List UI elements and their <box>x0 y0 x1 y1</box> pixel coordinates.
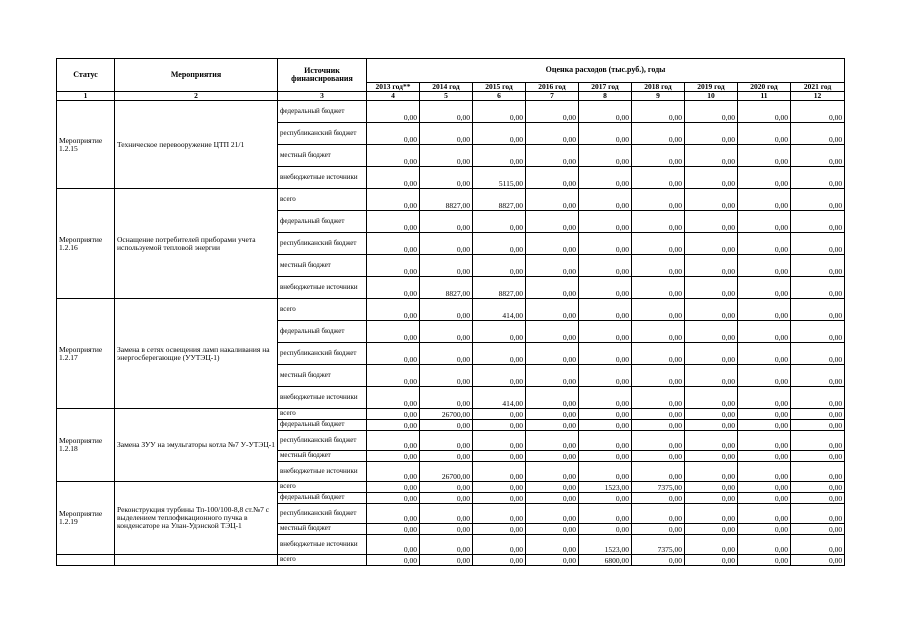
expense-value: 0,00 <box>367 101 420 123</box>
expense-value: 0,00 <box>738 123 791 145</box>
event-description: Реконструкция турбины Тп-100/100-8,8 ст.№7 с выделением теплофикационного пучка в конденсаторе на Улан-Удэнской ТЭЦ-1 <box>115 482 278 555</box>
expense-value: 0,00 <box>685 343 738 365</box>
expense-value: 8827,00 <box>420 277 473 299</box>
expense-value: 0,00 <box>738 504 791 524</box>
expense-value: 0,00 <box>420 343 473 365</box>
expense-value: 0,00 <box>473 504 526 524</box>
column-number: 2 <box>115 92 278 101</box>
event-status: Мероприятие 1.2.17 <box>57 299 115 409</box>
expense-value: 0,00 <box>685 365 738 387</box>
expense-value: 0,00 <box>526 277 579 299</box>
expense-value: 1523,00 <box>579 535 632 555</box>
expense-value: 0,00 <box>632 431 685 451</box>
event-description: Оснащение потребителей приборами учета используемой тепловой энергии <box>115 189 278 299</box>
expense-value: 0,00 <box>738 211 791 233</box>
expense-value: 0,00 <box>526 462 579 482</box>
event-status: Мероприятие 1.2.19 <box>57 482 115 555</box>
expense-value: 7375,00 <box>632 535 685 555</box>
expense-value: 0,00 <box>738 101 791 123</box>
expense-value: 0,00 <box>791 365 845 387</box>
expense-value: 0,00 <box>685 504 738 524</box>
expense-value: 0,00 <box>367 145 420 167</box>
expense-value: 0,00 <box>685 535 738 555</box>
expense-value: 0,00 <box>579 365 632 387</box>
column-number-row <box>57 92 845 101</box>
expense-value: 0,00 <box>420 255 473 277</box>
expense-value: 0,00 <box>579 451 632 462</box>
expense-value: 0,00 <box>579 431 632 451</box>
expense-value: 0,00 <box>632 123 685 145</box>
expense-value: 0,00 <box>632 409 685 420</box>
expense-value: 0,00 <box>632 167 685 189</box>
expense-value: 0,00 <box>367 365 420 387</box>
expense-value: 0,00 <box>420 365 473 387</box>
expense-value: 0,00 <box>632 387 685 409</box>
expense-value: 0,00 <box>420 321 473 343</box>
expense-table-body <box>57 101 845 566</box>
funding-source: местный бюджет <box>278 524 367 535</box>
expense-value: 0,00 <box>367 343 420 365</box>
expense-value: 0,00 <box>632 233 685 255</box>
expense-value: 0,00 <box>367 431 420 451</box>
expense-value: 0,00 <box>526 524 579 535</box>
expense-value: 0,00 <box>632 189 685 211</box>
expense-value: 0,00 <box>526 493 579 504</box>
expense-value: 0,00 <box>791 524 845 535</box>
year-header: 2021 год <box>791 83 845 92</box>
expense-value: 0,00 <box>685 524 738 535</box>
expense-value: 0,00 <box>579 524 632 535</box>
expense-value: 0,00 <box>420 233 473 255</box>
event-description: Замена ЗУУ на эмульгаторы котла №7 У-УТЭЦ-1 <box>115 409 278 482</box>
expense-value: 0,00 <box>632 420 685 431</box>
expense-value: 0,00 <box>579 387 632 409</box>
expense-value: 0,00 <box>579 321 632 343</box>
column-number: 4 <box>367 92 420 101</box>
expense-value: 0,00 <box>473 451 526 462</box>
event-status: Мероприятие 1.2.18 <box>57 409 115 482</box>
expense-value: 0,00 <box>526 167 579 189</box>
column-number: 12 <box>791 92 845 101</box>
column-number: 11 <box>738 92 791 101</box>
expense-value: 0,00 <box>579 493 632 504</box>
expense-value: 6800,00 <box>579 555 632 566</box>
year-header: 2020 год <box>738 83 791 92</box>
expense-value: 0,00 <box>420 123 473 145</box>
expense-value: 0,00 <box>791 420 845 431</box>
expense-value: 0,00 <box>579 277 632 299</box>
expense-value: 0,00 <box>473 211 526 233</box>
funding-source: всего <box>278 555 367 566</box>
expense-value: 0,00 <box>579 504 632 524</box>
funding-source: республиканский бюджет <box>278 123 367 145</box>
expense-value: 0,00 <box>632 255 685 277</box>
expense-value: 0,00 <box>420 167 473 189</box>
expense-value: 0,00 <box>685 167 738 189</box>
expense-value: 0,00 <box>473 123 526 145</box>
funding-source: федеральный бюджет <box>278 420 367 431</box>
funding-source: республиканский бюджет <box>278 343 367 365</box>
funding-source: местный бюджет <box>278 451 367 462</box>
expense-value: 0,00 <box>791 101 845 123</box>
expense-value: 0,00 <box>367 277 420 299</box>
expense-value: 0,00 <box>632 277 685 299</box>
funding-source: внебюджетные источники <box>278 462 367 482</box>
expense-value: 0,00 <box>526 189 579 211</box>
expense-value: 0,00 <box>473 321 526 343</box>
expense-value: 0,00 <box>738 524 791 535</box>
expense-value: 0,00 <box>420 101 473 123</box>
expense-value: 0,00 <box>526 451 579 462</box>
expense-value: 0,00 <box>473 462 526 482</box>
expense-value: 0,00 <box>367 321 420 343</box>
expense-value: 0,00 <box>420 420 473 431</box>
year-header: 2017 год <box>579 83 632 92</box>
expense-value: 0,00 <box>579 101 632 123</box>
expense-value: 0,00 <box>526 321 579 343</box>
expense-value: 0,00 <box>632 211 685 233</box>
expense-value: 0,00 <box>632 299 685 321</box>
expense-value: 0,00 <box>685 211 738 233</box>
expense-value: 0,00 <box>367 409 420 420</box>
expense-value: 0,00 <box>738 431 791 451</box>
column-number: 5 <box>420 92 473 101</box>
expense-value: 0,00 <box>791 167 845 189</box>
expense-value: 26700,00 <box>420 462 473 482</box>
expense-value: 0,00 <box>791 343 845 365</box>
expense-value: 0,00 <box>579 343 632 365</box>
expense-value: 0,00 <box>632 555 685 566</box>
column-number: 7 <box>526 92 579 101</box>
funding-source: республиканский бюджет <box>278 233 367 255</box>
expense-value: 0,00 <box>738 535 791 555</box>
funding-source: республиканский бюджет <box>278 431 367 451</box>
expense-value: 0,00 <box>367 482 420 493</box>
year-header: 2013 год** <box>367 83 420 92</box>
expense-value: 0,00 <box>420 482 473 493</box>
expense-value: 0,00 <box>420 493 473 504</box>
expense-value: 0,00 <box>367 524 420 535</box>
funding-source: местный бюджет <box>278 145 367 167</box>
expense-value: 0,00 <box>791 321 845 343</box>
expense-value: 0,00 <box>526 233 579 255</box>
header-event: Мероприятия <box>115 59 278 92</box>
expense-value: 0,00 <box>473 365 526 387</box>
expense-value: 8827,00 <box>473 277 526 299</box>
expense-value: 0,00 <box>738 409 791 420</box>
expense-value: 414,00 <box>473 299 526 321</box>
expense-value: 0,00 <box>420 145 473 167</box>
expense-value: 0,00 <box>579 189 632 211</box>
expense-table-sheet <box>56 58 844 566</box>
expense-value: 1523,00 <box>579 482 632 493</box>
expense-value: 0,00 <box>685 277 738 299</box>
year-header: 2016 год <box>526 83 579 92</box>
expense-value: 0,00 <box>685 123 738 145</box>
expense-value: 0,00 <box>791 504 845 524</box>
funding-source: федеральный бюджет <box>278 321 367 343</box>
expense-value: 0,00 <box>420 299 473 321</box>
expense-value: 0,00 <box>526 420 579 431</box>
expense-value: 0,00 <box>738 420 791 431</box>
header-status: Статус <box>57 59 115 92</box>
expense-value: 0,00 <box>791 233 845 255</box>
expense-value: 0,00 <box>791 493 845 504</box>
funding-source: местный бюджет <box>278 255 367 277</box>
expense-value: 0,00 <box>791 277 845 299</box>
expense-value: 0,00 <box>579 123 632 145</box>
expense-value: 7375,00 <box>632 482 685 493</box>
expense-value: 0,00 <box>367 255 420 277</box>
funding-source: внебюджетные источники <box>278 277 367 299</box>
expense-value: 0,00 <box>738 189 791 211</box>
expense-value: 0,00 <box>579 211 632 233</box>
expense-value: 0,00 <box>632 451 685 462</box>
expense-value: 0,00 <box>367 451 420 462</box>
expense-value: 0,00 <box>791 387 845 409</box>
expense-value: 0,00 <box>738 482 791 493</box>
expense-value: 0,00 <box>685 409 738 420</box>
expense-value: 0,00 <box>526 299 579 321</box>
expense-value: 0,00 <box>473 101 526 123</box>
expense-value: 0,00 <box>791 451 845 462</box>
expense-value: 0,00 <box>738 387 791 409</box>
expense-value: 0,00 <box>685 189 738 211</box>
expense-value: 0,00 <box>367 420 420 431</box>
expense-value: 0,00 <box>579 409 632 420</box>
funding-source: внебюджетные источники <box>278 387 367 409</box>
column-number: 3 <box>278 92 367 101</box>
expense-value: 0,00 <box>420 451 473 462</box>
expense-value: 0,00 <box>526 145 579 167</box>
expense-value: 0,00 <box>367 167 420 189</box>
expense-value: 0,00 <box>632 504 685 524</box>
funding-source: федеральный бюджет <box>278 101 367 123</box>
column-number: 9 <box>632 92 685 101</box>
funding-source: внебюджетные источники <box>278 167 367 189</box>
expense-value: 0,00 <box>526 101 579 123</box>
expense-value: 0,00 <box>526 343 579 365</box>
table-row <box>57 299 845 321</box>
expense-value: 0,00 <box>791 555 845 566</box>
expense-value: 0,00 <box>526 255 579 277</box>
event-status: Мероприятие 1.2.15 <box>57 101 115 189</box>
funding-source: всего <box>278 189 367 211</box>
expense-value: 0,00 <box>738 462 791 482</box>
expense-value: 0,00 <box>367 189 420 211</box>
expense-value: 0,00 <box>579 145 632 167</box>
year-header: 2014 год <box>420 83 473 92</box>
table-row <box>57 482 845 493</box>
funding-source: всего <box>278 299 367 321</box>
expense-value: 0,00 <box>473 493 526 504</box>
expense-value: 0,00 <box>685 101 738 123</box>
expense-value: 8827,00 <box>473 189 526 211</box>
expense-value: 0,00 <box>367 211 420 233</box>
column-number: 6 <box>473 92 526 101</box>
expense-value: 0,00 <box>632 343 685 365</box>
expense-value: 0,00 <box>632 493 685 504</box>
column-number: 8 <box>579 92 632 101</box>
expense-value: 0,00 <box>473 555 526 566</box>
header-source: Источник финансирования <box>278 59 367 92</box>
funding-source: федеральный бюджет <box>278 493 367 504</box>
expense-value: 0,00 <box>579 233 632 255</box>
year-header: 2015 год <box>473 83 526 92</box>
expense-value: 0,00 <box>791 211 845 233</box>
year-header: 2019 год <box>685 83 738 92</box>
funding-source: внебюджетные источники <box>278 535 367 555</box>
expense-value: 0,00 <box>526 504 579 524</box>
expense-value: 0,00 <box>473 482 526 493</box>
expense-value: 0,00 <box>526 535 579 555</box>
expense-value: 0,00 <box>632 524 685 535</box>
expense-value: 5115,00 <box>473 167 526 189</box>
expense-value: 0,00 <box>367 299 420 321</box>
expense-value: 0,00 <box>685 299 738 321</box>
expense-value: 26700,00 <box>420 409 473 420</box>
funding-source: всего <box>278 409 367 420</box>
funding-source: республиканский бюджет <box>278 504 367 524</box>
expense-value: 0,00 <box>473 524 526 535</box>
expense-value: 0,00 <box>420 387 473 409</box>
expense-value: 0,00 <box>685 233 738 255</box>
expense-value: 0,00 <box>367 504 420 524</box>
expense-value: 0,00 <box>473 233 526 255</box>
expense-value: 0,00 <box>632 101 685 123</box>
expense-value: 0,00 <box>685 420 738 431</box>
expense-value: 0,00 <box>367 387 420 409</box>
expense-value: 0,00 <box>685 493 738 504</box>
expense-value: 0,00 <box>367 493 420 504</box>
expense-value: 0,00 <box>685 431 738 451</box>
expense-value: 0,00 <box>738 255 791 277</box>
event-description: Техническое перевооружение ЦТП 21/1 <box>115 101 278 189</box>
expense-value: 0,00 <box>473 535 526 555</box>
expense-value: 0,00 <box>632 321 685 343</box>
expense-value: 0,00 <box>738 365 791 387</box>
expense-value: 0,00 <box>473 145 526 167</box>
expense-value: 0,00 <box>579 167 632 189</box>
expense-value: 0,00 <box>791 482 845 493</box>
expense-value: 0,00 <box>791 255 845 277</box>
funding-source: федеральный бюджет <box>278 211 367 233</box>
expense-value: 0,00 <box>473 343 526 365</box>
column-number: 1 <box>57 92 115 101</box>
expense-value: 0,00 <box>526 211 579 233</box>
expense-value: 8827,00 <box>420 189 473 211</box>
event-description: Замена в сетях освещения ламп накаливания на энергосберегающие (УУТЭЦ-1) <box>115 299 278 409</box>
expense-value: 0,00 <box>685 387 738 409</box>
expense-value: 0,00 <box>367 462 420 482</box>
expense-value: 0,00 <box>632 365 685 387</box>
expense-value: 0,00 <box>738 321 791 343</box>
event-description <box>115 555 278 566</box>
expense-value: 0,00 <box>526 409 579 420</box>
expense-value: 0,00 <box>579 420 632 431</box>
expense-value: 0,00 <box>526 482 579 493</box>
expense-value: 0,00 <box>791 431 845 451</box>
expense-value: 0,00 <box>685 145 738 167</box>
event-status <box>57 555 115 566</box>
expense-value: 0,00 <box>738 233 791 255</box>
expense-value: 0,00 <box>526 365 579 387</box>
expense-value: 0,00 <box>685 555 738 566</box>
event-status: Мероприятие 1.2.16 <box>57 189 115 299</box>
expense-value: 0,00 <box>685 462 738 482</box>
expense-value: 0,00 <box>526 387 579 409</box>
expense-value: 0,00 <box>738 493 791 504</box>
expense-value: 0,00 <box>738 145 791 167</box>
expense-value: 0,00 <box>367 535 420 555</box>
expense-value: 0,00 <box>791 189 845 211</box>
expense-value: 0,00 <box>367 555 420 566</box>
funding-source: местный бюджет <box>278 365 367 387</box>
column-number: 10 <box>685 92 738 101</box>
expense-table <box>56 58 845 566</box>
expense-value: 0,00 <box>420 555 473 566</box>
table-row <box>57 189 845 211</box>
expense-value: 0,00 <box>632 145 685 167</box>
expense-value: 0,00 <box>738 277 791 299</box>
expense-value: 0,00 <box>367 233 420 255</box>
expense-value: 0,00 <box>579 299 632 321</box>
expense-value: 0,00 <box>420 535 473 555</box>
table-row <box>57 409 845 420</box>
expense-value: 0,00 <box>579 462 632 482</box>
expense-value: 0,00 <box>420 524 473 535</box>
expense-value: 0,00 <box>526 555 579 566</box>
expense-value: 0,00 <box>420 504 473 524</box>
expense-value: 0,00 <box>685 321 738 343</box>
expense-value: 0,00 <box>526 431 579 451</box>
expense-value: 0,00 <box>473 409 526 420</box>
expense-value: 0,00 <box>791 535 845 555</box>
expense-value: 0,00 <box>685 451 738 462</box>
expense-value: 0,00 <box>738 555 791 566</box>
expense-value: 0,00 <box>579 255 632 277</box>
expense-value: 0,00 <box>526 123 579 145</box>
expense-value: 0,00 <box>791 145 845 167</box>
funding-source: всего <box>278 482 367 493</box>
expense-value: 0,00 <box>791 409 845 420</box>
table-row <box>57 101 845 123</box>
expense-value: 0,00 <box>685 255 738 277</box>
expense-value: 0,00 <box>738 451 791 462</box>
expense-value: 0,00 <box>367 123 420 145</box>
expense-value: 0,00 <box>791 299 845 321</box>
expense-value: 0,00 <box>632 462 685 482</box>
expense-value: 0,00 <box>685 482 738 493</box>
expense-value: 0,00 <box>791 462 845 482</box>
header-estimate: Оценка расходов (тыс.руб.), годы <box>367 59 845 83</box>
expense-value: 0,00 <box>738 167 791 189</box>
expense-value: 0,00 <box>791 123 845 145</box>
expense-value: 414,00 <box>473 387 526 409</box>
expense-value: 0,00 <box>473 255 526 277</box>
year-header: 2018 год <box>632 83 685 92</box>
expense-value: 0,00 <box>738 343 791 365</box>
expense-value: 0,00 <box>420 431 473 451</box>
expense-value: 0,00 <box>738 299 791 321</box>
table-row <box>57 555 845 566</box>
expense-value: 0,00 <box>473 420 526 431</box>
expense-value: 0,00 <box>473 431 526 451</box>
expense-value: 0,00 <box>420 211 473 233</box>
